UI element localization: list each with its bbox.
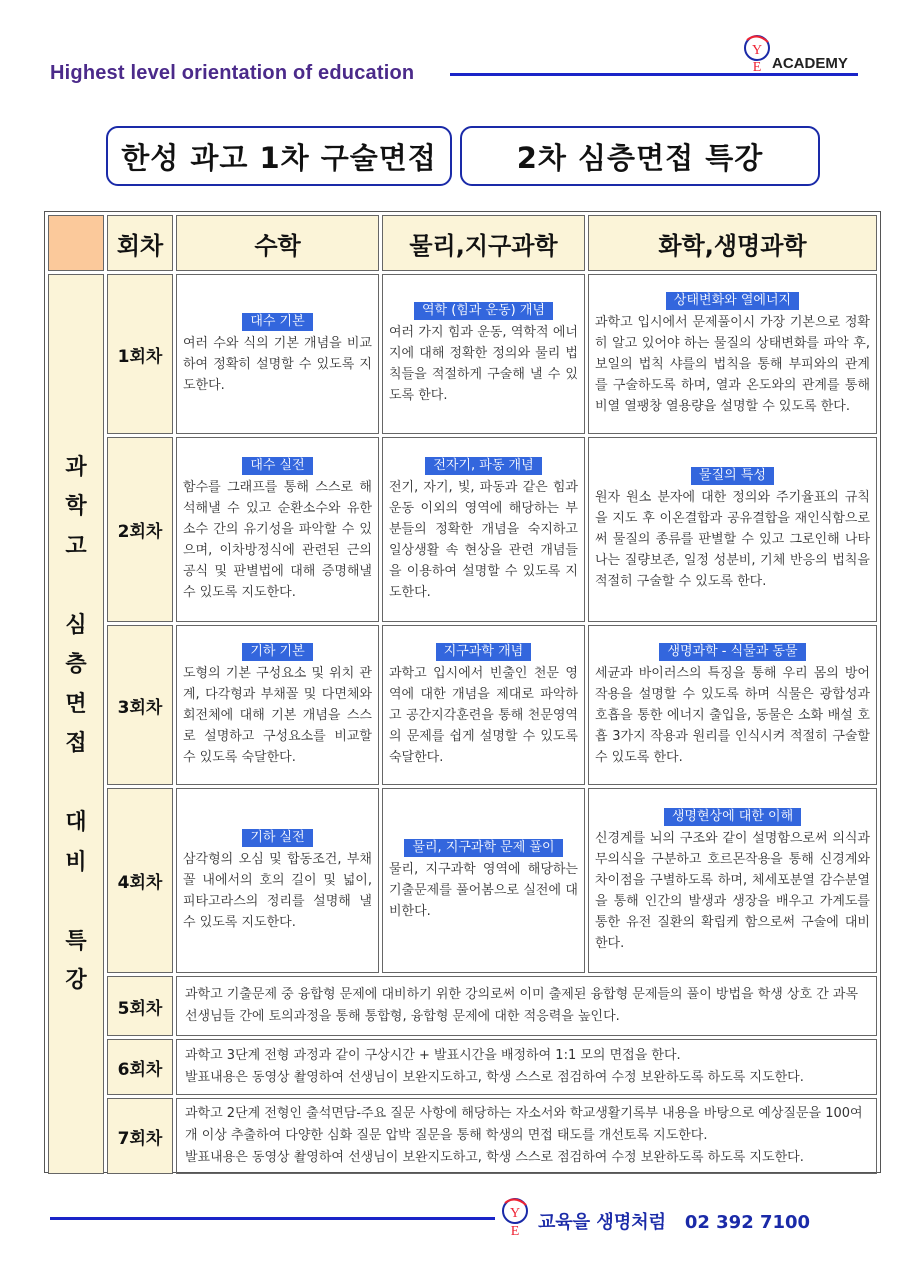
footer-logo-icon	[500, 1196, 530, 1238]
cell-text: 세균과 바이러스의 특징을 통해 우리 몸의 방어작용을 설명할 수 있도록 하며 식물은 광합성과 호흡을 통한 에너지 출입을, 동물은 소화 배설 호흡 3가지 작용과 원리를 인식시켜 적절히 구술할 수 있도록 한다.	[595, 665, 870, 765]
round-label: 1회차	[107, 274, 173, 434]
chem-cell	[588, 788, 877, 973]
math-cell	[176, 274, 379, 434]
wide-cell	[176, 1098, 877, 1174]
cell-text: 전기, 자기, 빛, 파동과 같은 힘과 운동 이외의 영역에 해당하는 부분들의 정확한 개념을 숙지하고 일상생활 속 현상을 관련 개념들을 이용하여 설명할 수 있도록 지도한다.	[389, 479, 578, 600]
math-cell	[176, 788, 379, 973]
round-label: 6회차	[107, 1039, 173, 1095]
physics-cell	[382, 625, 585, 785]
footer-divider	[50, 1217, 495, 1220]
title-left: 한성 과고 1차 구술면접	[106, 126, 452, 186]
side-label-char	[65, 566, 86, 606]
svg-text:E: E	[510, 1224, 520, 1238]
curriculum-table	[44, 211, 881, 1173]
topic-tag: 생명과학 - 식물과 동물	[659, 643, 805, 661]
footer-phone: 02 392 7100	[684, 1212, 811, 1233]
math-cell	[176, 625, 379, 785]
side-label-char: 고	[65, 533, 87, 559]
svg-text:E: E	[752, 60, 762, 74]
footer-contact	[538, 1208, 810, 1234]
topic-tag: 물질의 특성	[691, 467, 774, 485]
cell-text: 과학고 3단계 전형 과정과 같이 구상시간 + 발표시간을 배정하여 1:1 모의 면접을 한다.	[185, 1048, 681, 1063]
side-label-char: 과	[65, 454, 87, 480]
column-header-physics: 물리,지구과학	[382, 215, 585, 271]
topic-tag: 물리, 지구과학 문제 풀이	[404, 839, 562, 857]
academy-logo-icon	[742, 34, 772, 74]
cell-text: 과학고 입시에서 문제풀이시 가장 기본으로 정확히 알고 있어야 하는 물질의 상태변화를 파악 후, 보일의 법칙 샤를의 법칙을 통해 부피와의 관계를 구술하도록 하며, 열과 온도와의 관계를 통해 비열 열팽창 열용량을 설명할 수 있도록 한다.	[595, 314, 870, 414]
topic-tag: 기하 기본	[242, 643, 312, 661]
academy-logo-text: ACADEMY	[772, 55, 848, 72]
side-label-char: 강	[65, 968, 87, 993]
cell-text: 과학고 입시에서 빈출인 천문 영역에 대한 개념을 제대로 파악하고 공간지각훈련을 통해 천문영역의 문제를 쉽게 설명할 수 있도록 숙달한다.	[389, 665, 578, 765]
wide-cell	[176, 1039, 877, 1095]
topic-tag: 역학 (힘과 운동) 개념	[414, 302, 553, 320]
footer-slogan: 교육을 생명처럼	[538, 1212, 666, 1233]
side-label-char: 학	[65, 494, 87, 519]
cell-text: 여러 가지 힘과 운동, 역학적 에너지에 대해 정확한 정의와 물리 법칙들을 적절하게 구술해 낼 수 있도록 한다.	[389, 325, 578, 403]
side-label-char: 층	[65, 652, 87, 677]
side-label-char: 비	[65, 849, 87, 875]
topic-tag: 지구과학 개념	[436, 643, 531, 661]
side-label-char	[65, 882, 86, 922]
cell-text: 과학고 기출문제 중 융합형 문제에 대비하기 위한 강의로써 이미 출제된 융합형 문제들의 풀이 방법을 학생 상호 간 과목 선생님들 간에 토의과정을 통해 통합형, 융합형 문제에 대한 적응력을 높인다.	[185, 987, 859, 1024]
round-label: 3회차	[107, 625, 173, 785]
topic-tag: 생명현상에 대한 이해	[664, 808, 801, 826]
cell-text: 도형의 기본 구성요소 및 위치 관계, 다각형과 부채꼴 및 다면체와 회전체에 대해 기본 개념을 스스로 설명하고 구성요소를 비교할 수 있도록 숙달한다.	[183, 665, 372, 765]
side-label	[48, 274, 104, 1174]
column-header-math: 수학	[176, 215, 379, 271]
round-label: 2회차	[107, 437, 173, 622]
side-label-char	[65, 764, 86, 804]
cell-text: 여러 수와 식의 기본 개념을 비교하여 정확히 설명할 수 있도록 지도한다.	[183, 335, 372, 393]
round-label: 4회차	[107, 788, 173, 973]
cell-text: 함수를 그래프를 통해 스스로 해석해낼 수 있고 순환소수와 유한소수 간의 유기성을 파악할 수 있으며, 이차방정식에 관련된 근의 공식 및 판별법에 대해 증명해낼 수 있도록 지도한다.	[183, 479, 372, 600]
cell-text: 원자 원소 분자에 대한 정의와 주기율표의 규칙을 지도 후 이온결합과 공유결합을 재인식함으로써 물질의 종류를 판별할 수 있고 그로인해 나타나는 질량보존, 일정 성분비, 기체 반응의 법칙을 적절히 구술할 수 있도록 한다.	[595, 490, 870, 589]
topic-tag: 기하 실전	[242, 829, 312, 847]
header-divider	[450, 73, 858, 76]
side-label-char: 접	[65, 731, 87, 756]
side-label-char: 대	[65, 810, 87, 835]
column-header-chem: 화학,생명과학	[588, 215, 877, 271]
column-header-round: 회차	[107, 215, 173, 271]
round-label: 5회차	[107, 976, 173, 1036]
side-label-char: 면	[65, 691, 87, 717]
header-corner	[48, 215, 104, 271]
wide-cell	[176, 976, 877, 1036]
svg-text:Y: Y	[751, 43, 763, 58]
cell-text: 삼각형의 오심 및 합동조건, 부채꼴 내에서의 호의 길이 및 넓이, 피타고라스의 정리를 설명해 낼 수 있도록 지도한다.	[183, 851, 372, 930]
cell-text: 신경계를 뇌의 구조와 같이 설명함으로써 의식과 무의식을 구분하고 호르몬작용을 통해 신경계와 차이점을 구별하도록 하며, 체세포분열 감수분열을 통해 인간의 발생과 생장을 배우고 가계도를 통한 유전 질환의 확립케 함으로써 구술에 대비한다.	[595, 830, 870, 951]
physics-cell	[382, 274, 585, 434]
chem-cell	[588, 274, 877, 434]
physics-cell	[382, 437, 585, 622]
side-label-char: 심	[65, 612, 87, 638]
side-label-char: 특	[65, 928, 87, 954]
math-cell	[176, 437, 379, 622]
topic-tag: 대수 실전	[242, 457, 312, 475]
tagline: Highest level orientation of education	[50, 62, 415, 84]
cell-text: 발표내용은 동영상 촬영하여 선생님이 보완지도하고, 학생 스스로 점검하여 수정 보완하도록 하도록 지도한다.	[185, 1150, 804, 1165]
physics-cell	[382, 788, 585, 973]
chem-cell	[588, 625, 877, 785]
title-right: 2차 심층면접 특강	[460, 126, 820, 186]
cell-text: 과학고 2단계 전형인 출석면담-주요 질문 사항에 해당하는 자소서와 학교생활기록부 내용을 바탕으로 예상질문을 100여 개 이상 추출하여 다양한 심화 질문 압박 질문을 통해 학생의 면접 태도를 개선토록 지도한다.	[185, 1106, 863, 1143]
cell-text: 물리, 지구과학 영역에 해당하는 기출문제를 풀어봄으로 실전에 대비한다.	[389, 862, 578, 919]
topic-tag: 상태변화와 열에너지	[666, 292, 799, 310]
round-label: 7회차	[107, 1098, 173, 1174]
topic-tag: 대수 기본	[242, 313, 312, 331]
svg-text:Y: Y	[509, 1206, 521, 1221]
topic-tag: 전자기, 파동 개념	[425, 457, 541, 475]
cell-text: 발표내용은 동영상 촬영하여 선생님이 보완지도하고, 학생 스스로 점검하여 수정 보완하도록 하도록 지도한다.	[185, 1070, 804, 1085]
chem-cell	[588, 437, 877, 622]
